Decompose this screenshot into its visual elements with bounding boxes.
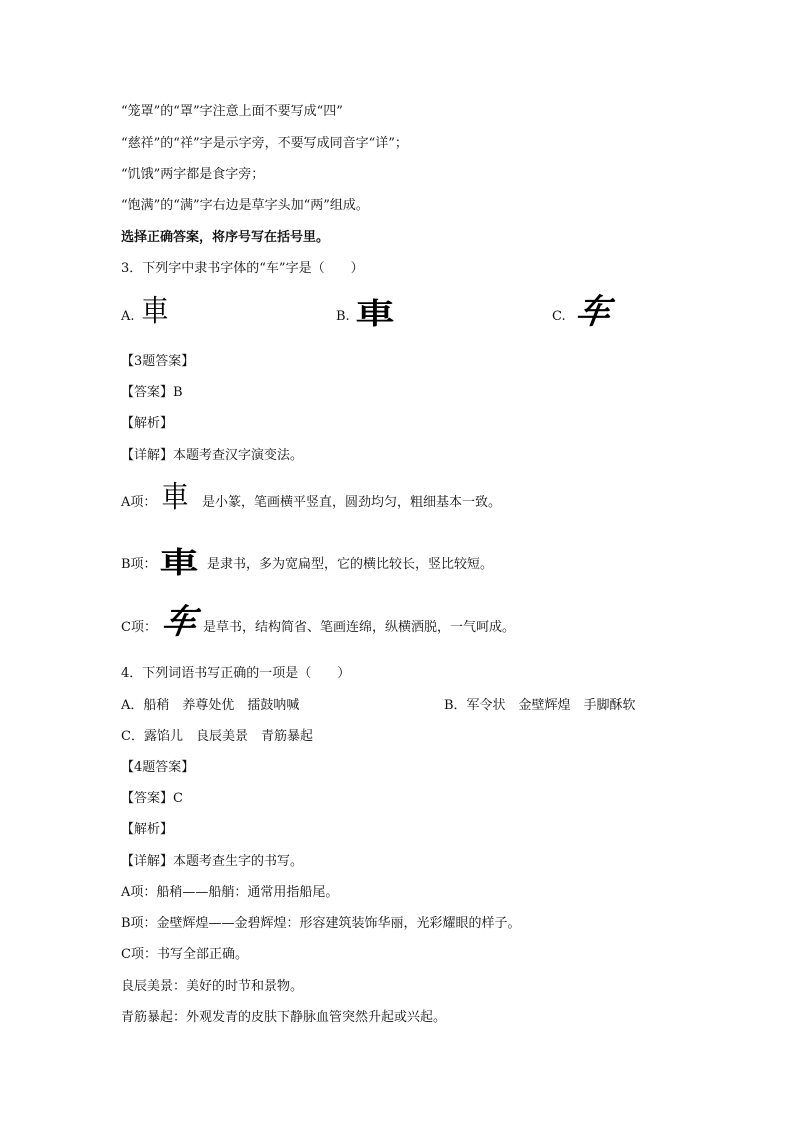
q4-option-a: A．船稍 养尊处优 擂鼓呐喊 <box>121 698 300 713</box>
q4-line-2: B项：金壁辉煌——金碧辉煌：形容建筑装饰华丽，光彩耀眼的样子。 <box>121 916 521 931</box>
q3-expl-a-text: 是小篆，笔画横平竖直，圆劲均匀，粗细基本一致。 <box>202 495 502 510</box>
q3-option-a-seal-glyph: 車 <box>141 294 169 329</box>
q4-line-3: C项：书写全部正确。 <box>121 947 248 962</box>
q3-question: 3．下列字中隶书字体的“车”字是（ ） <box>121 261 364 276</box>
q4-line-5: 青筋暴起：外观发青的皮肤下静脉血管突然升起或兴起。 <box>121 1010 447 1025</box>
q3-detail: 【详解】本题考查汉字演变法。 <box>121 448 304 463</box>
q3-expl-b-text: 是隶书，多为宽扁型，它的横比较长，竖比较短。 <box>207 557 494 572</box>
q4-option-b: B．军令状 金壁辉煌 手脚酥软 <box>444 698 636 713</box>
q3-expl-b-prefix: B项： <box>121 557 157 572</box>
q4-option-c: C．露馅儿 良辰美景 青筋暴起 <box>121 729 313 744</box>
q3-option-b-clerical-glyph: 車 <box>355 297 395 331</box>
instruction-text: 选择正确答案，将序号写在括号里。 <box>121 230 330 245</box>
q4-line-1: A项：船稍——船艄：通常用指船尾。 <box>121 885 339 900</box>
q3-expl-c-cursive-glyph: 车 <box>159 602 199 642</box>
q3-expl-a-prefix: A项： <box>121 495 157 510</box>
q3-expl-c-text: 是草书，结构简省、笔画连绵，纵横洒脱，一气呵成。 <box>203 620 516 635</box>
q4-answer: 【答案】C <box>121 791 183 806</box>
q3-option-c-label: C. <box>552 309 566 324</box>
q4-answer-header: 【4题答案】 <box>121 760 195 775</box>
q4-line-4: 良辰美景：美好的时节和景物。 <box>121 979 304 994</box>
q3-expl-c-prefix: C项： <box>121 620 157 635</box>
intro-line-4: “饱满”的“满”字右边是草字头加“两”组成。 <box>121 198 369 213</box>
q3-expl-b-clerical-glyph: 車 <box>159 546 199 580</box>
q3-expl-a-seal-glyph: 車 <box>161 480 189 515</box>
q4-question: 4．下列词语书写正确的一项是（ ） <box>121 666 351 681</box>
intro-line-1: “笼罩”的“罩”字注意上面不要写成“四” <box>121 104 343 119</box>
q3-answer-header: 【3题答案】 <box>121 354 195 369</box>
q3-option-a-label: A. <box>121 309 135 324</box>
q4-detail: 【详解】本题考查生字的书写。 <box>121 854 304 869</box>
q3-option-c-cursive-glyph: 车 <box>573 292 613 332</box>
q3-analysis-header: 【解析】 <box>121 416 174 431</box>
q4-analysis-header: 【解析】 <box>121 822 174 837</box>
q3-answer: 【答案】B <box>121 385 183 400</box>
intro-line-3: “饥饿”两字都是食字旁； <box>121 167 265 182</box>
q3-option-b-label: B. <box>336 309 350 324</box>
intro-line-2: “慈祥”的“祥”字是示字旁，不要写成同音字“详”； <box>121 136 408 151</box>
